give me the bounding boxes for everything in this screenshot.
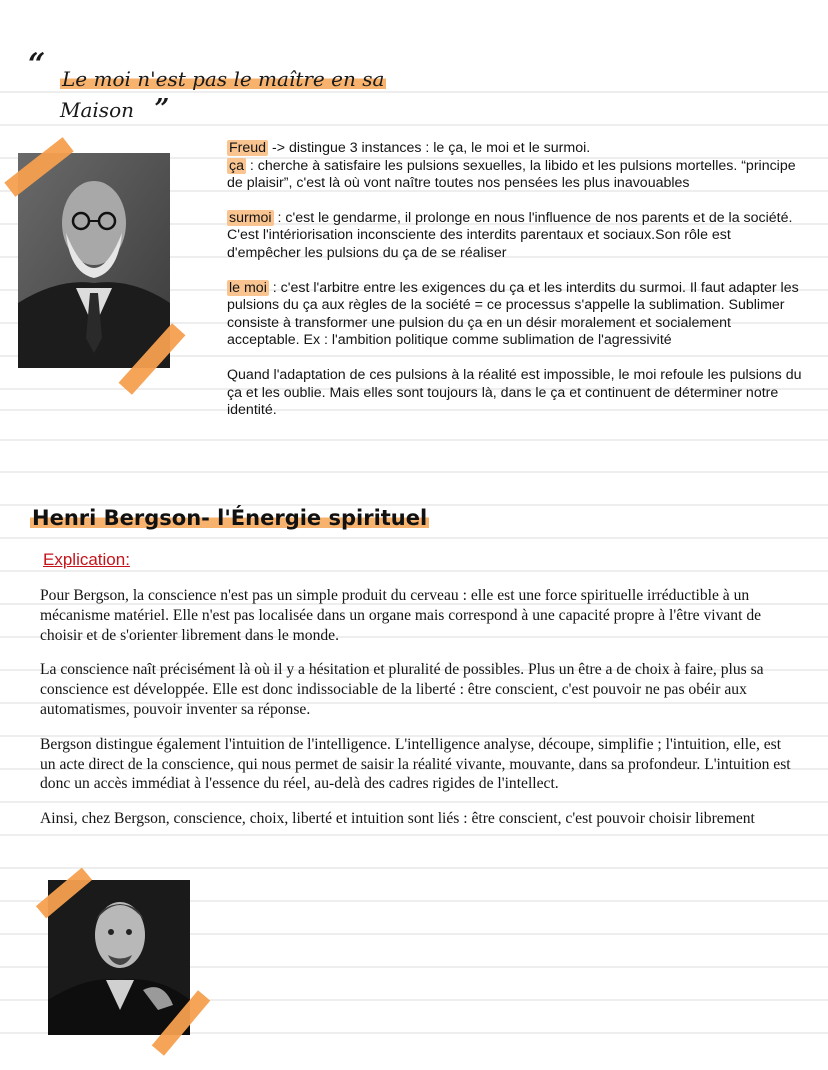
freud-paragraph <box>227 140 807 193</box>
bergson-paragraph-4: Ainsi, chez Bergson, conscience, choix, liberté et intuition sont liés : être conscient, c'est pouvoir choisir librement <box>40 810 755 828</box>
term-moi: le moi <box>229 279 267 296</box>
bergson-text-block <box>40 586 795 844</box>
term-surmoi: surmoi <box>229 209 272 226</box>
quote-close-mark: ” <box>154 94 170 124</box>
ca-def: : cherche à satisfaire les pulsions sexuelles, la libido et les pulsions mortelles. “principe de plaisir”, c'est là où vont naître toutes nos pensées les plus inavouables <box>227 157 796 192</box>
freud-photo <box>18 153 170 368</box>
bergson-photo <box>48 880 190 1035</box>
term-freud: Freud <box>229 140 267 156</box>
section1-title-line1 <box>60 66 386 92</box>
term-ca: ça <box>229 157 244 174</box>
freud-def: -> distingue 3 instances : le ça, le moi et le surmoi. <box>268 140 591 156</box>
explanation-label: Explication: <box>43 550 130 569</box>
surmoi-paragraph <box>227 210 807 263</box>
section1-title-line2 <box>60 96 169 123</box>
section2-title-text: Henri Bergson- l'Énergie spirituel <box>32 506 428 530</box>
surmoi-def: : c'est le gendarme, il prolonge en nous l'influence de nos parents et de la société. C'est l'intériorisation inconsciente des interdits parentaux et sociaux.Son rôle est d'empêcher les pulsions du ça de se réaliser <box>227 209 793 261</box>
bergson-paragraph-2: La conscience naît précisément là où il y a hésitation et pluralité de possibles. Plus un être a de choix à faire, plus sa conscience est développée. Elle est donc indissociable de la liberté : être conscient, c'est pouvoir ne pas obéir aux automatismes, pouvoir inventer sa réponse. <box>40 661 764 718</box>
title-line1-text: Le moi n'est pas le maître en sa <box>62 67 385 91</box>
quote-open-mark: “ <box>28 47 46 82</box>
bergson-paragraph-1: Pour Bergson, la conscience n'est pas un simple produit du cerveau : elle est une force spirituelle irréductible à un mécanisme matériel. Elle n'est pas localisée dans un organe mais correspond à une capacité propre à l'être vivant de choisir et de s'orienter librement dans le monde. <box>40 587 762 644</box>
moi-paragraph <box>227 280 807 350</box>
refoulement-paragraph: Quand l'adaptation de ces pulsions à la réalité est impossible, le moi refoule les pulsions du ça et les oublie. Mais elles sont toujours là, dans le ça et continuent de déterminer notre identité. <box>227 366 802 419</box>
title-line2-text: Maison <box>60 98 134 122</box>
bergson-paragraph-3: Bergson distingue également l'intuition de l'intelligence. L'intelligence analyse, découpe, simplifie ; l'intuition, elle, est un acte direct de la conscience, qui nous permet de saisir la réalité vivante, mouvante, dans sa profondeur. L'intuition est donc un accès immédiat à l'essence du réel, au-delà des cadres rigides de l'intellect. <box>40 735 791 793</box>
freud-text-block <box>227 140 807 437</box>
moi-def: : c'est l'arbitre entre les exigences du ça et les interdits du surmoi. Il faut adapter les pulsions du ça aux règles de la société = ce processus s'appelle la sublimation. Sublimer consiste à transformer une pulsion du ça en un désir moralement et socialement acceptable. Ex : l'ambition politique comme sublimation de l'agressivité <box>227 279 799 349</box>
section2-title <box>30 504 429 532</box>
